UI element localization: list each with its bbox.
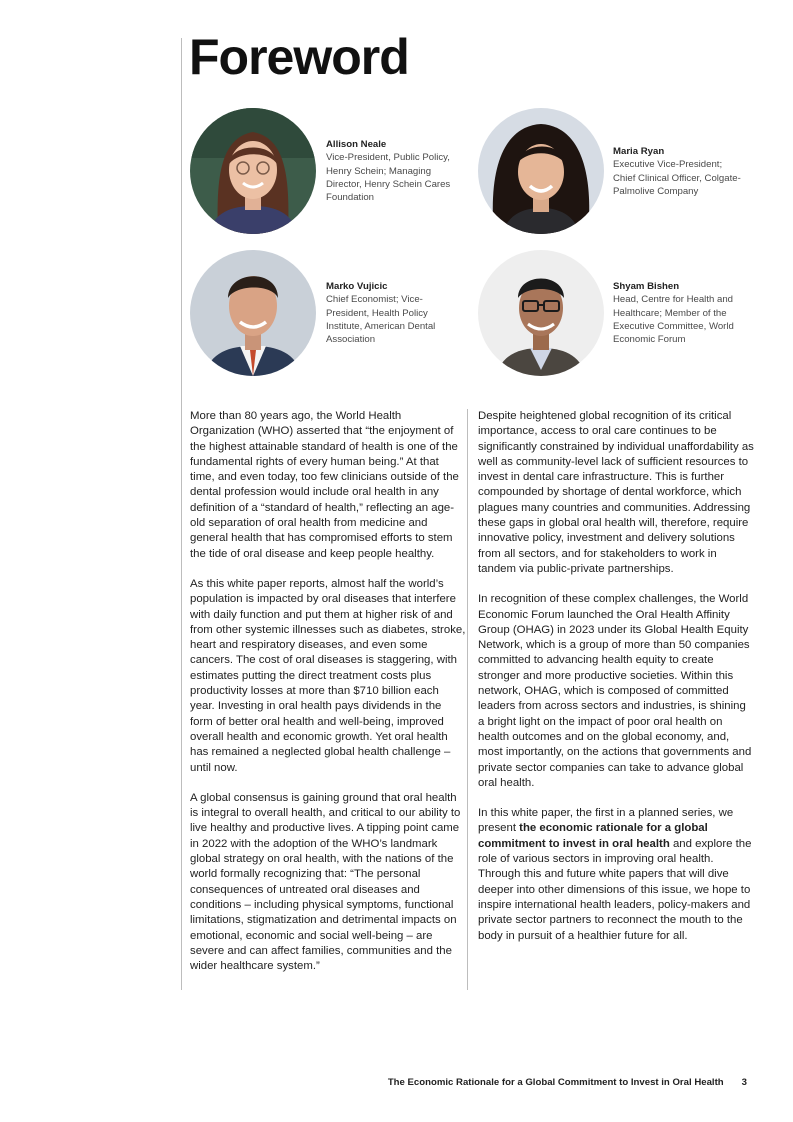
- contributor-name: Allison Neale: [326, 139, 387, 150]
- paragraph: In recognition of these complex challenges, the World Economic Forum launched the Oral Health Affinity Group (OHAG) in 2023 under its Global Health Equity Network, which is a group of more than 50 companies committed to advancing health equity to create stronger and more productive societies. Within this network, OHAG, which is composed of committed leaders from across sectors and industries, is shining a bright light on the impact of poor oral health on health outcomes and on the global economy, and, most importantly, on the actions that governments and private sector companies can take to advance global oral health.: [478, 593, 752, 789]
- contributor-bio-maria-ryan: [613, 145, 743, 198]
- contributor-bio-allison-neale: [326, 138, 456, 204]
- footer-title: The Economic Rationale for a Global Commitment to Invest in Oral Health: [387, 1077, 724, 1088]
- paragraph-text: In this white paper, the first in a planned series, we present: [478, 807, 734, 835]
- page-number: 3: [741, 1077, 747, 1088]
- body-column-right: [478, 409, 754, 944]
- page-title: Foreword: [189, 29, 409, 85]
- contributor-role: Head, Centre for Health and Healthcare; Member of the Executive Committee, World Economic Forum: [613, 294, 734, 346]
- paragraph-text: and explore the role of various sectors in improving oral health. Through this and future white papers that will dive deeper into other dimensions of this issue, we hope to inspire international health leaders, policy-makers and private sector partners to reconnect the mouth to the body in pursuit of a healthier future for all.: [478, 837, 752, 942]
- portrait-icon: [190, 108, 316, 234]
- contributor-role: Vice-President, Public Policy, Henry Schein; Managing Director, Henry Schein Cares Foundation: [326, 152, 451, 204]
- contributor-role: Chief Economist; Vice-President, Health Policy Institute, American Dental Association: [326, 294, 436, 346]
- paragraph: A global consensus is gaining ground that oral health is integral to overall health, and critical to our ability to live healthy and productive lives. A tipping point came in 2022 with the adoption of the WHO’s landmark global strategy on oral health, with the nations of the world formally recognizing that: “The personal consequences of untreated oral diseases and conditions – including physical symptoms, functional limitations, stigmatization and detrimental impacts on emotional, economic and social well-being – are severe and can affect families, communities and the wider healthcare system.”: [190, 791, 461, 973]
- column-divider-rule: [467, 409, 468, 990]
- body-column-left: [190, 409, 466, 974]
- paragraph: Despite heightened global recognition of its critical importance, access to oral care continues to be significantly constrained by individual unaffordability as well as community-level lack of sufficient resources to invest in dental care infrastructure. This is further compounded by shortage of dental workforce, which plagues many countries and communities. Addressing these gaps in global oral health will, therefore, require innovative policy, investment and delivery solutions from all sectors, and for stakeholders to work in tandem via public-private partnerships.: [478, 410, 754, 575]
- paragraph: More than 80 years ago, the World Health Organization (WHO) asserted that “the enjoyment of the highest attainable standard of health is one of the fundamental rights of every human being.” At that time, and even today, too few clinicians outside of the dental profession would include oral health in any definition of a “standard of health,” reflecting an age-old separation of oral health from medicine and general health that has compromised efforts to stem the tide of oral disease and keep people healthy.: [190, 410, 459, 560]
- portrait-icon: [190, 250, 316, 376]
- left-margin-rule: [181, 38, 182, 990]
- contributor-role: Executive Vice-President; Chief Clinical Officer, Colgate-Palmolive Company: [613, 159, 741, 197]
- paragraph: As this white paper reports, almost half the world’s population is impacted by oral diseases that interfere with daily function and put them at higher risk of and from other systemic illnesses such as diabetes, stroke, heart and respiratory diseases, and even some cancers. The cost of oral diseases is staggering, with estimates putting the direct treatment costs plus productivity losses at more than $710 billion each year. Investing in oral health pays dividends in the form of better oral health and well-being, improved overall health and economic growth. Yet oral health has remained a neglected global health challenge – until now.: [190, 577, 466, 774]
- portrait-icon: [478, 108, 604, 234]
- paragraph: [478, 806, 754, 944]
- contributor-bio-marko-vujicic: [326, 280, 456, 346]
- page-footer: [388, 1077, 747, 1088]
- contributor-name: Shyam Bishen: [613, 281, 680, 292]
- contributor-name: Marko Vujicic: [326, 281, 388, 292]
- paragraph-emphasis: the economic rationale for a global commitment to invest in oral health: [478, 822, 708, 850]
- contributor-bio-shyam-bishen: [613, 280, 743, 346]
- contributor-name: Maria Ryan: [613, 146, 665, 157]
- portrait-icon: [478, 250, 604, 376]
